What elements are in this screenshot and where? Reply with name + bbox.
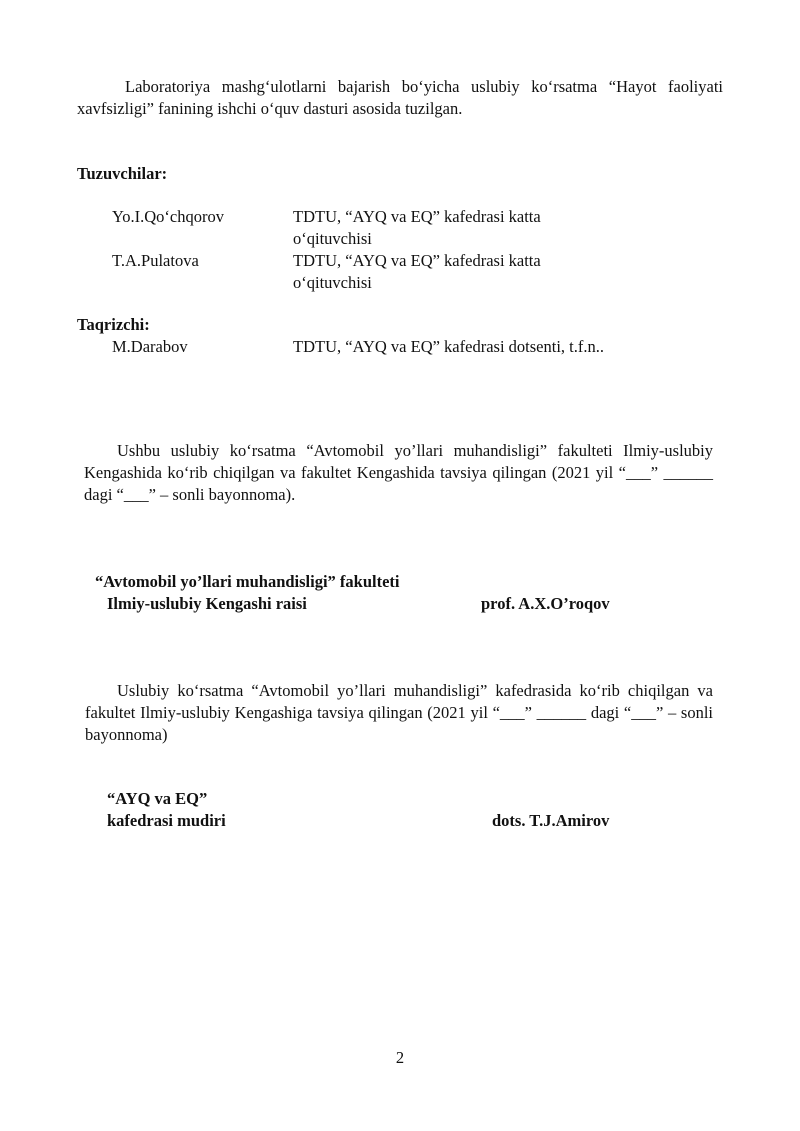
author-1-position: TDTU, “AYQ va EQ” kafedrasi katta (293, 207, 541, 226)
author-1-name: Yo.I.Qo‘chqorov (112, 207, 224, 226)
author-1-position-cont: o‘qituvchisi (293, 229, 372, 248)
signature-department-title-line2: kafedrasi mudiri (107, 811, 226, 830)
reviewer-heading: Taqrizchi: (77, 315, 150, 334)
intro-paragraph: Laboratoriya mashg‘ulotlarni bajarish bo‘yicha uslubiy ko‘rsatma “Hayot faoliyati xavfsizligi” fanining ishchi o‘quv dasturi asosida tuzilgan. (77, 77, 723, 118)
signature-faculty-name: prof. A.X.O’roqov (481, 594, 610, 613)
signature-department-title-line1: “AYQ va EQ” (107, 789, 208, 808)
page-number: 2 (395, 1048, 405, 1067)
authors-heading: Tuzuvchilar: (77, 164, 168, 183)
signature-department-name: dots. T.J.Amirov (492, 811, 610, 830)
reviewer-name: M.Darabov (112, 337, 188, 356)
author-2-position-cont: o‘qituvchisi (293, 273, 372, 292)
approval-paragraph-department: Uslubiy ko‘rsatma “Avtomobil yo’llari muhandisligi” kafedrasida ko‘rib chiqilgan va fakultet Ilmiy-uslubiy Kengashiga tavsiya qilingan (2021 yil “___” ______ dagi “___” – sonli bayonnoma) (85, 681, 713, 744)
signature-faculty-title-line1: “Avtomobil yo’llari muhandisligi” fakulteti (95, 572, 400, 591)
author-2-name: T.A.Pulatova (112, 251, 199, 270)
approval-paragraph-faculty: Ushbu uslubiy ko‘rsatma “Avtomobil yo’llari muhandisligi” fakulteti Ilmiy-uslubiy Kengashida ko‘rib chiqilgan va fakultet Kengashida tavsiya qilingan (2021 yil “___” ______ dagi “___” – sonli bayonnoma). (84, 441, 713, 504)
signature-faculty-title-line2: Ilmiy-uslubiy Kengashi raisi (107, 594, 307, 613)
author-2-position: TDTU, “AYQ va EQ” kafedrasi katta (293, 251, 541, 270)
reviewer-position: TDTU, “AYQ va EQ” kafedrasi dotsenti, t.f.n.. (293, 337, 604, 356)
